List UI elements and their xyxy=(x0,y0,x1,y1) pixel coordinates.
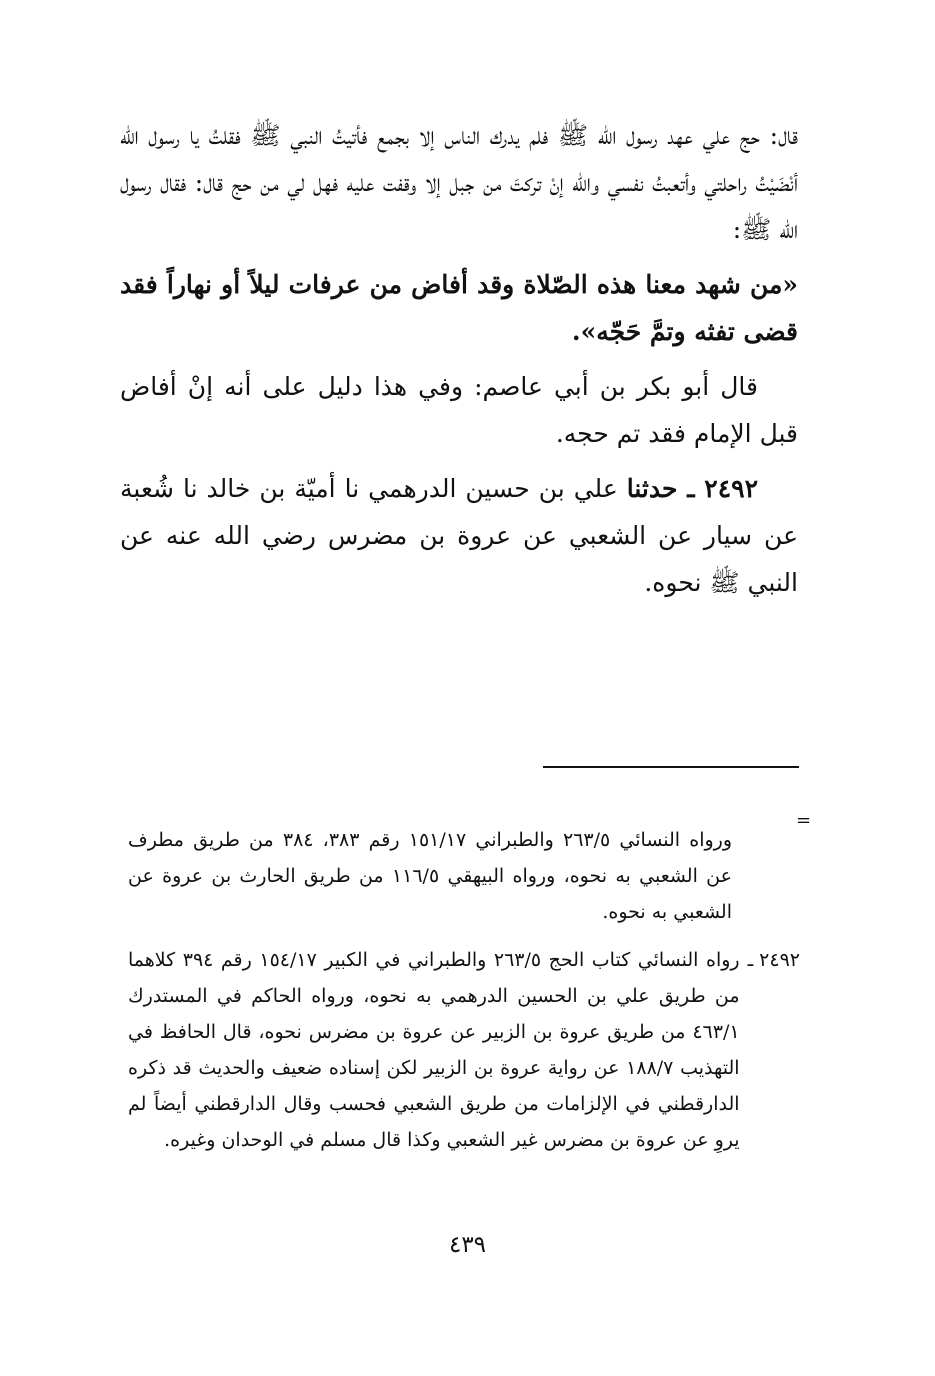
paragraph-hadith-2492 xyxy=(120,465,798,606)
hadith-chain-text: علي بن حسين الدرهمي نا أميّة بن خالد نا شُعبة عن سيار عن الشعبي عن عروة بن مضرس رضي الله عنه عن النبي ﷺ نحوه. xyxy=(120,474,798,597)
main-text xyxy=(120,112,798,614)
page-number: ٤٣٩ xyxy=(448,1232,487,1258)
hadith-number-label: ٢٤٩٢ ـ حدثنا xyxy=(626,474,758,503)
paragraph-commentary: قال أبو بكر بن أبي عاصم: وفي هذا دليل على أنه إنْ أفاض قبل الإمام فقد تم حجه. xyxy=(120,372,798,448)
footnotes xyxy=(128,822,800,1170)
footnote-continuation-mark: = xyxy=(796,810,812,831)
footnote-2492 xyxy=(128,942,800,1158)
paragraph-hadith-quote: «من شهد معنا هذه الصّلاة وقد أفاض من عرفات ليلاً أو نهاراً فقد قضى تفثه وتمَّ حَجّه». xyxy=(120,270,798,346)
footnote-number: ٢٤٩٢ ـ xyxy=(747,949,800,971)
paragraph-narration: قال: حج علي عهد رسول الله ﷺ فلم يدرك الناس إلا بجمع فأتيتُ النبي ﷺ فقلتُ يا رسول الله أنْضَيْتُ راحلتي وأتعبتُ نفسي والله إنْ تركتَ من جبل إلا وقفت عليه فهل لي من حج قال: فقال رسول الله ﷺ: xyxy=(120,121,798,244)
footnote-continued: ورواه النسائي ٢٦٣/٥ والطبراني ١٥١/١٧ رقم ٣٨٣، ٣٨٤ من طريق مطرف عن الشعبي به نحوه، ورواه البيهقي ١١٦/٥ من طريق الحارث بن عروة عن الشعبي به نحوه. xyxy=(128,829,733,923)
footnote-text: رواه النسائي كتاب الحج ٢٦٣/٥ والطبراني في الكبير ١٥٤/١٧ رقم ٣٩٤ كلاهما من طريق علي بن الحسين الدرهمي به نحوه، ورواه الحاكم في المستدرك ٤٦٣/١ من طريق عروة بن الزبير عن عروة بن مضرس نحوه، قال الحافظ في التهذيب ١٨٨/٧ عن رواية عروة بن الزبير لكن إسناده ضعيف والحديث قد ذكره الدارقطني في الإلزامات من طريق الشعبي فحسب وقال الدارقطني أيضاً لم يروِ عن عروة بن مضرس غير الشعبي وكذا قال مسلم في الوحدان وغيره. xyxy=(128,949,740,1151)
footnote-separator xyxy=(543,766,799,768)
